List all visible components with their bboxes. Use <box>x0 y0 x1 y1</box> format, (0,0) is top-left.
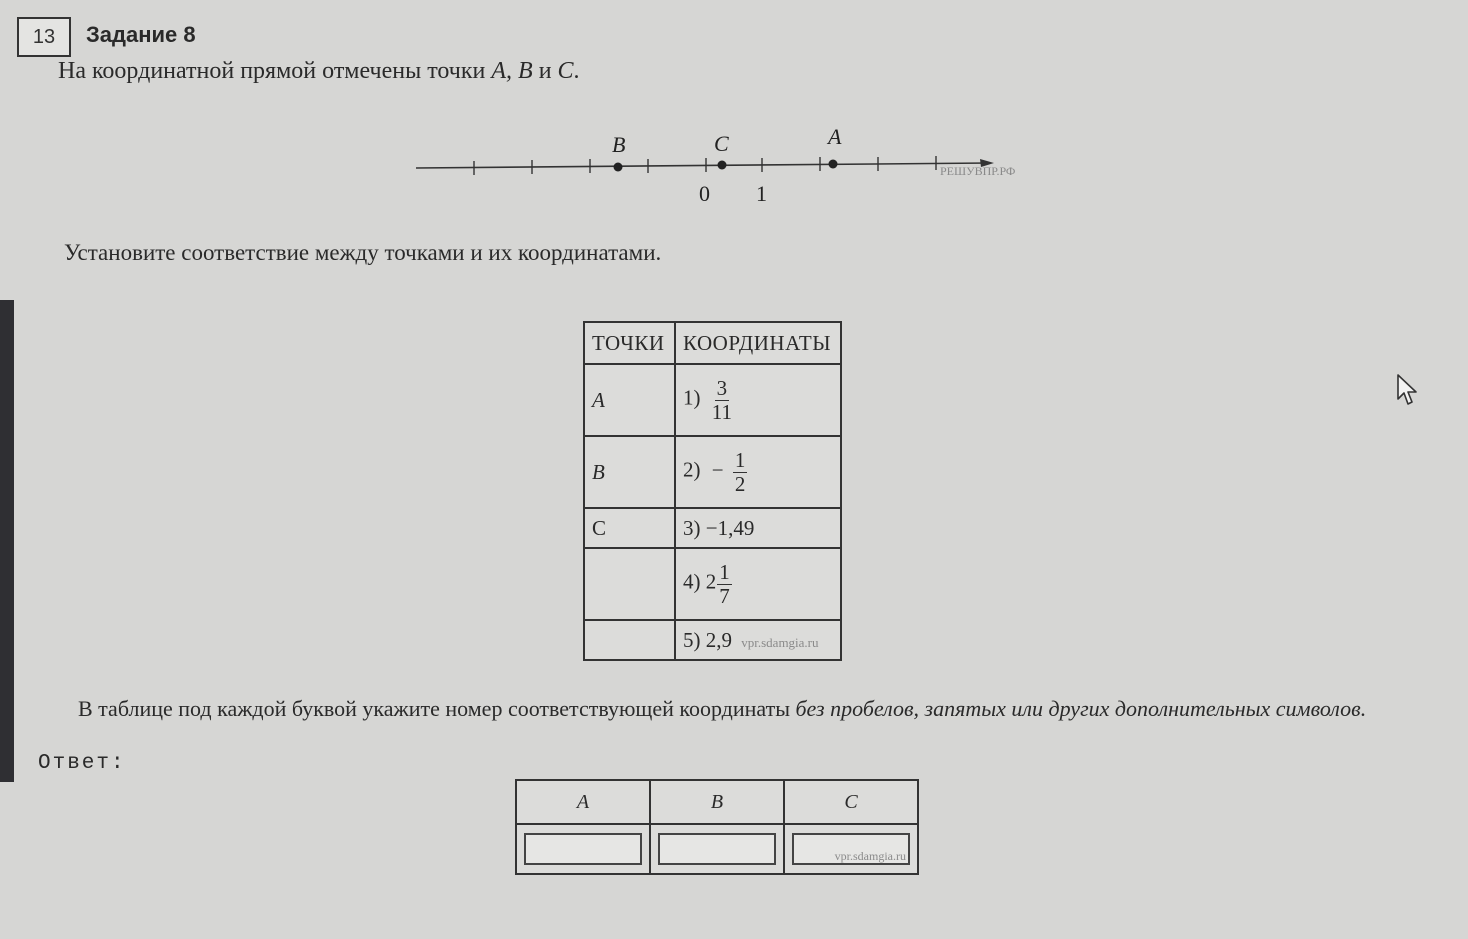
intro-text <box>58 58 580 85</box>
intro-last-point: C <box>557 58 574 84</box>
point-cell: B <box>584 436 675 508</box>
fraction <box>733 449 748 494</box>
point-c-dot <box>718 161 727 170</box>
coord-cell <box>675 508 841 548</box>
coord-cell <box>675 436 841 508</box>
task-number-badge: 13 <box>17 17 71 57</box>
mixed-whole: 2 <box>705 569 717 594</box>
intro-period: . <box>573 58 580 84</box>
coordinates-table <box>583 321 842 661</box>
coord-cell <box>675 364 841 436</box>
point-cell <box>584 620 675 660</box>
coord-cell <box>675 548 841 620</box>
answer-label: Ответ: <box>38 752 126 775</box>
point-b-label: B <box>612 132 626 157</box>
coord-value: 2,9 <box>705 627 732 652</box>
answer-note-plain: В таблице под каждой буквой укажите номер соответствующей координаты <box>78 696 796 721</box>
table-row <box>584 620 841 660</box>
intro-points: A, B <box>491 58 533 84</box>
intro-and: и <box>532 58 558 84</box>
fraction-numerator: 3 <box>716 376 728 401</box>
answer-header-c: C <box>784 780 918 824</box>
point-c-label: C <box>714 131 729 156</box>
answer-table <box>515 779 919 875</box>
answer-input-a[interactable] <box>524 833 642 865</box>
instruction-text: Установите соответствие между точками и их координатами. <box>64 240 662 265</box>
axis-line <box>416 163 990 168</box>
table-row <box>584 364 841 436</box>
coord-cell <box>675 620 841 660</box>
answer-watermark: vpr.sdamgia.ru <box>834 849 906 863</box>
fraction-denominator: 11 <box>711 399 732 424</box>
mouse-pointer-icon <box>1396 373 1420 407</box>
header-points: ТОЧКИ <box>584 322 675 364</box>
fraction <box>710 377 734 422</box>
tick-label-zero: 0 <box>699 181 710 206</box>
option-number: 4) <box>683 569 701 594</box>
point-a-dot <box>829 160 838 169</box>
answer-header-b: B <box>650 780 784 824</box>
fraction-denominator: 7 <box>719 583 730 608</box>
answer-cell-a <box>516 824 650 874</box>
answer-cell-b <box>650 824 784 874</box>
answer-input-c[interactable] <box>792 833 910 865</box>
minus-sign: − <box>711 457 724 482</box>
point-a-label: A <box>828 124 842 149</box>
option-number: 3) <box>683 515 701 540</box>
coord-value: −1,49 <box>705 515 755 540</box>
number-line <box>410 118 1050 208</box>
answer-instructions <box>38 694 1418 724</box>
point-cell: A <box>584 364 675 436</box>
option-number: 5) <box>683 627 701 652</box>
answer-header-a: A <box>516 780 650 824</box>
point-cell <box>584 548 675 620</box>
fraction-numerator: 1 <box>734 448 746 473</box>
numberline-watermark: РЕШУВПР.РФ <box>940 164 1016 178</box>
table-row <box>584 548 841 620</box>
answer-input-b[interactable] <box>658 833 776 865</box>
header-coords: КООРДИНАТЫ <box>675 322 841 364</box>
answer-note-italic: без пробелов, запятых или других дополнительных символов. <box>795 696 1367 721</box>
table-watermark: vpr.sdamgia.ru <box>741 634 819 650</box>
point-b-dot <box>614 163 623 172</box>
table-row <box>584 436 841 508</box>
fraction <box>717 561 732 606</box>
tick-label-one: 1 <box>756 181 767 206</box>
option-number: 2) <box>683 457 701 482</box>
fraction-denominator: 2 <box>734 471 746 496</box>
answer-cell-c <box>784 824 918 874</box>
point-cell: C <box>584 508 675 548</box>
option-number: 1) <box>683 385 701 410</box>
fraction-numerator: 1 <box>719 560 730 585</box>
window-edge <box>0 300 14 782</box>
table-row <box>584 508 841 548</box>
intro-prefix: На координатной прямой отмечены точки <box>58 58 492 84</box>
task-title: Задание 8 <box>86 22 196 47</box>
